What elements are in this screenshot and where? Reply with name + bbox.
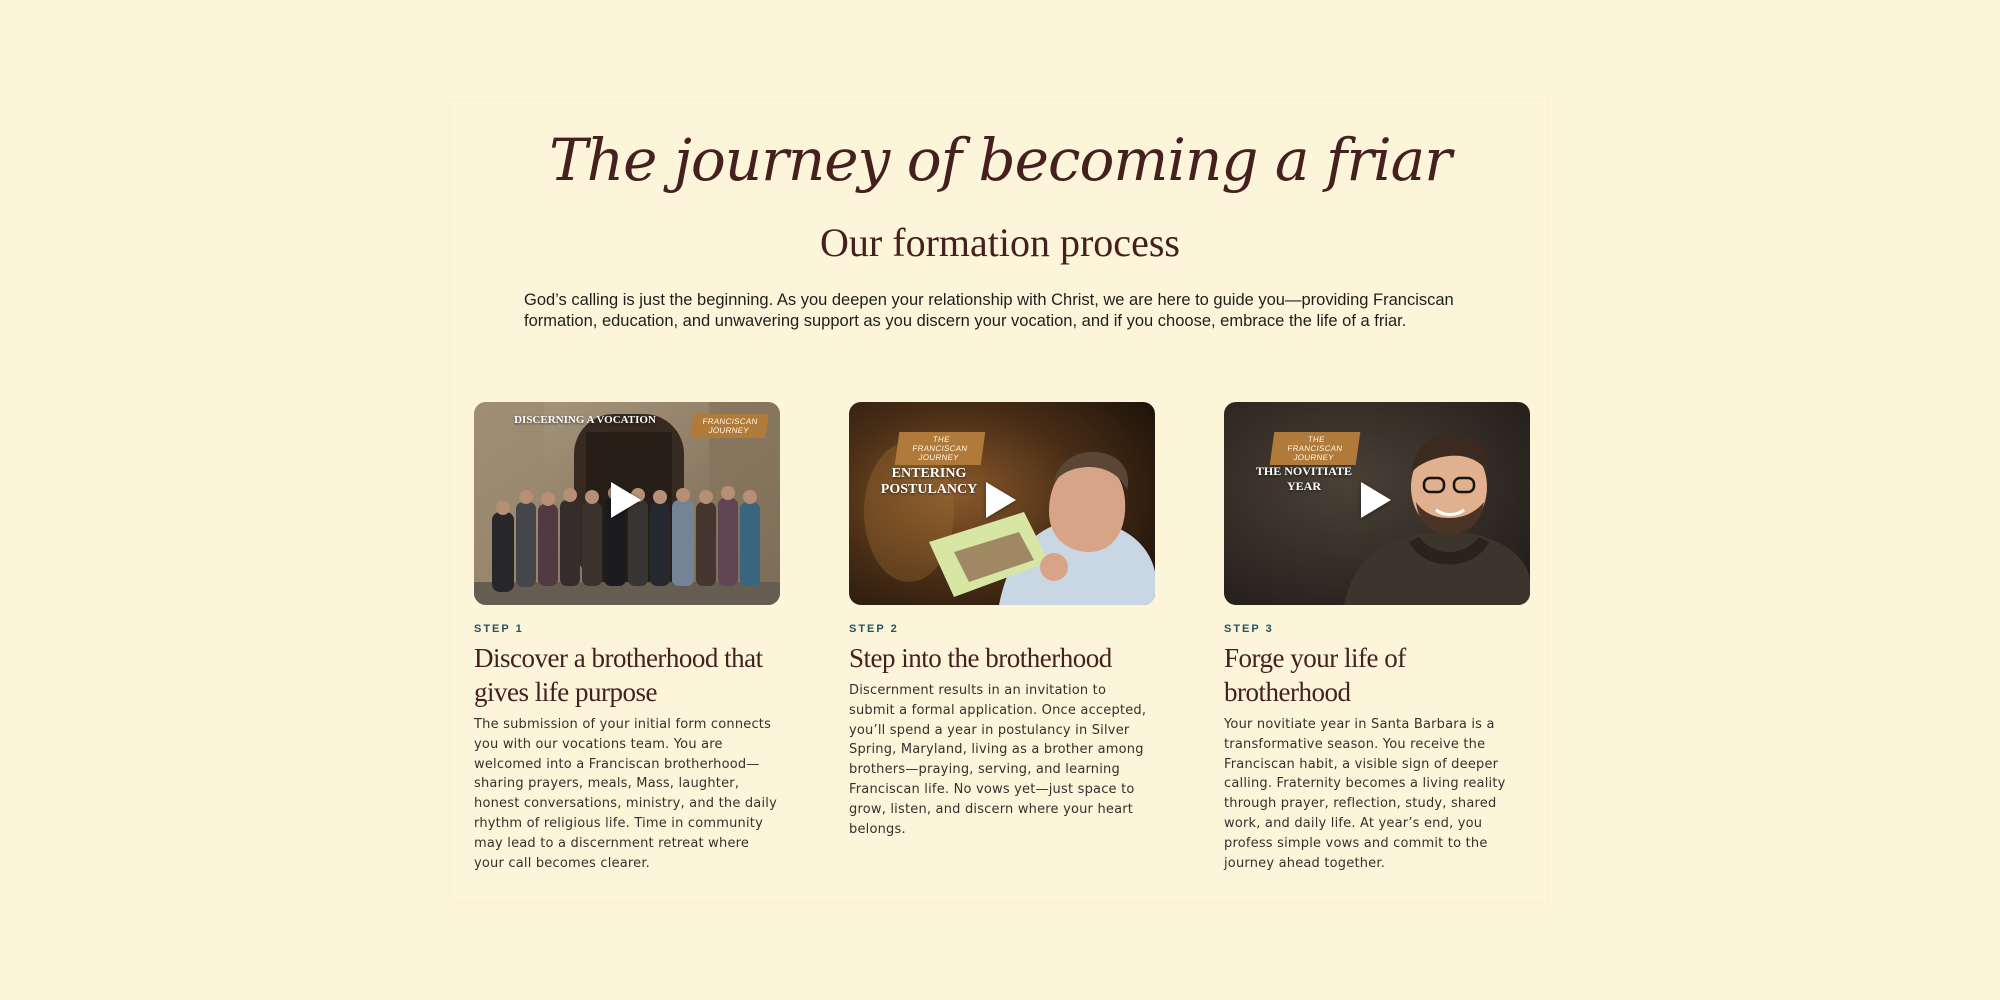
video-title: DISCERNING A VOCATION bbox=[514, 414, 656, 426]
step-title: Discover a brotherhood that gives life purpose bbox=[474, 643, 763, 707]
video-thumbnail-postulancy[interactable] bbox=[849, 402, 1155, 605]
step-title: Forge your life of brotherhood bbox=[1224, 643, 1406, 707]
intro-paragraph: God’s calling is just the beginning. As you deepen your relationship with Christ, we are here to guide you—providing Franciscan formation, education, and unwavering support as you discern your vocation, and if you choose, embrace the life of a friar. bbox=[524, 291, 1454, 330]
play-icon[interactable] bbox=[1361, 482, 1391, 518]
step-card-2 bbox=[849, 402, 1155, 839]
video-badge: FRANCISCAN JOURNEY bbox=[690, 414, 768, 438]
play-icon[interactable] bbox=[986, 482, 1016, 518]
step-description: Discernment results in an invitation to submit a formal application. Once accepted, you’ll spend a year in postulancy in Silver Spring, Maryland, living as a brother among brothers—praying, serving, and learning Franciscan life. No vows yet—just space to grow, listen, and discern where your heart belongs. bbox=[849, 683, 1147, 837]
video-thumbnail-discerning[interactable] bbox=[474, 402, 780, 605]
step-label: STEP 3 bbox=[1224, 623, 1274, 635]
step-card-1 bbox=[474, 402, 780, 873]
video-badge: THE FRANCISCAN JOURNEY bbox=[1270, 432, 1361, 465]
step-description: Your novitiate year in Santa Barbara is a transformative season. You receive the Franciscan habit, a visible sign of deeper calling. Fraternity becomes a living reality through prayer, reflection, study, shared work, and daily life. At year’s end, you profess simple vows and commit to the journey ahead together. bbox=[1224, 717, 1506, 871]
video-thumbnail-novitiate[interactable] bbox=[1224, 402, 1530, 605]
step-description: The submission of your initial form connects you with our vocations team. You are welcomed into a Franciscan brotherhood—sharing prayers, meals, Mass, laughter, honest conversations, ministry, and the daily rhythm of religious life. Time in community may lead to a discernment retreat where your call becomes clearer. bbox=[474, 717, 777, 871]
play-icon[interactable] bbox=[611, 482, 641, 518]
video-title: ENTERING POSTULANCY bbox=[880, 466, 978, 497]
step-card-3 bbox=[1224, 402, 1530, 873]
step-label: STEP 2 bbox=[849, 623, 899, 635]
video-title: THE NOVITIATE YEAR bbox=[1255, 464, 1353, 493]
section-subtitle: Our formation process bbox=[820, 220, 1180, 265]
step-label: STEP 1 bbox=[474, 623, 524, 635]
video-badge: THE FRANCISCAN JOURNEY bbox=[895, 432, 986, 465]
step-title: Step into the brotherhood bbox=[849, 643, 1112, 673]
page-title: The journey of becoming a friar bbox=[549, 126, 1451, 194]
